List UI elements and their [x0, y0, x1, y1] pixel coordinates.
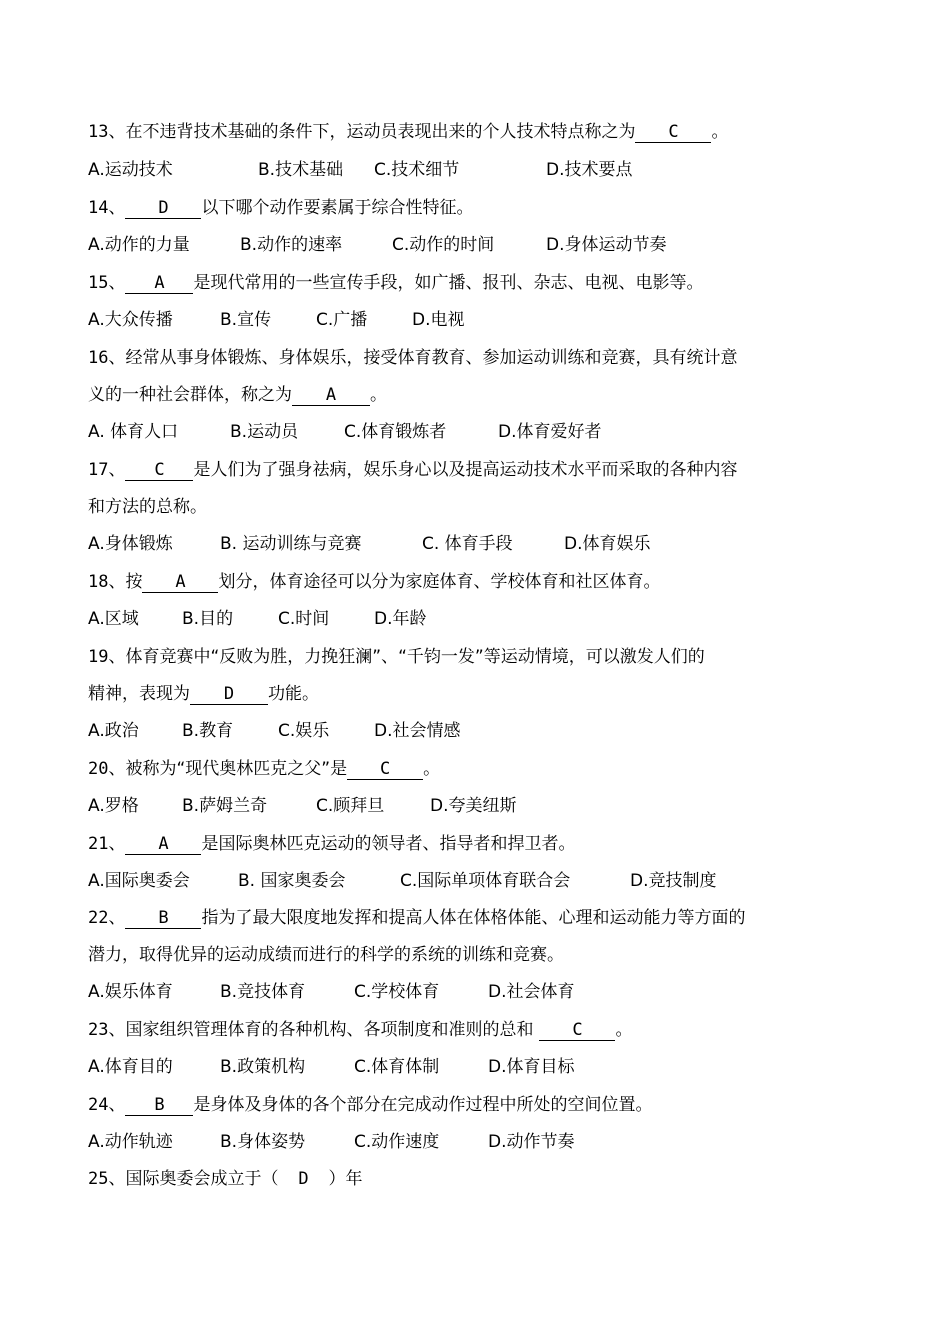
answer-blank: A [142, 572, 218, 593]
options-17 [88, 532, 651, 556]
question-text-tail: 。 [615, 1020, 633, 1040]
option-a: A.区域 [88, 609, 139, 629]
option-d: D.体育目标 [488, 1057, 575, 1077]
option-b: B.竞技体育 [220, 982, 306, 1002]
option-b: B.身体姿势 [220, 1132, 306, 1152]
answer-blank: D [190, 684, 268, 705]
option-d: D.社会情感 [374, 721, 461, 741]
question-13 [88, 120, 728, 144]
options-18 [88, 607, 427, 631]
option-b: B.萨姆兰奇 [182, 796, 268, 816]
question-text-tail: 。 [423, 759, 441, 779]
option-d: D.体育爱好者 [498, 422, 602, 442]
question-text-tail: 是国际奥林匹克运动的领导者、指导者和捍卫者。 [201, 834, 576, 854]
option-c: C.技术细节 [374, 160, 460, 180]
options-16 [88, 420, 602, 444]
question-number: 19、 [88, 647, 126, 667]
answer-blank: B [125, 1095, 193, 1116]
option-d: D.身体运动节奏 [546, 235, 667, 255]
answer-blank: C [635, 122, 711, 143]
question-number: 16、 [88, 348, 126, 368]
question-17 [88, 458, 737, 482]
option-c: C.动作的时间 [392, 235, 495, 255]
question-23 [88, 1018, 632, 1042]
option-a: A.大众传播 [88, 310, 173, 330]
option-c: C.学校体育 [354, 982, 440, 1002]
option-c: C.动作速度 [354, 1132, 440, 1152]
option-d: D.年龄 [374, 609, 427, 629]
option-a: A.国际奥委会 [88, 871, 190, 891]
option-a: A.娱乐体育 [88, 982, 173, 1002]
option-d: D.动作节奏 [488, 1132, 575, 1152]
option-b: B. 运动训练与竞赛 [220, 534, 362, 554]
question-text: 和方法的总称。 [88, 497, 207, 517]
question-number: 15、 [88, 273, 126, 293]
option-b: B.目的 [182, 609, 234, 629]
answer-blank: C [125, 460, 193, 481]
options-15 [88, 308, 465, 332]
question-text-tail: 是身体及身体的各个部分在完成动作过程中所处的空间位置。 [193, 1095, 653, 1115]
option-c: C.顾拜旦 [316, 796, 385, 816]
question-14 [88, 196, 473, 220]
answer-value: D [298, 1169, 309, 1189]
options-19 [88, 719, 461, 743]
option-b: B.教育 [182, 721, 234, 741]
option-c: C.体育锻炼者 [344, 422, 447, 442]
answer-blank: A [125, 834, 201, 855]
question-number: 24、 [88, 1095, 126, 1115]
option-d: D.体育娱乐 [564, 534, 651, 554]
question-text-tail: 划分，体育途径可以分为家庭体育、学校体育和社区体育。 [218, 572, 661, 592]
option-a: A. 体育人口 [88, 422, 179, 442]
question-text-tail: 以下哪个动作要素属于综合性特征。 [201, 198, 474, 218]
options-13 [88, 158, 633, 182]
answer-blank: A [125, 273, 193, 294]
options-14 [88, 233, 667, 257]
question-text-tail: 指为了最大限度地发挥和提高人体在体格体能、心理和运动能力等方面的 [201, 908, 746, 928]
option-a: A.动作的力量 [88, 235, 190, 255]
question-text-tail: 。 [711, 122, 729, 142]
options-24 [88, 1130, 575, 1154]
option-a: A.政治 [88, 721, 139, 741]
question-text: 按 [125, 572, 143, 592]
question-number: 18、 [88, 572, 126, 592]
answer-blank: B [125, 908, 201, 929]
question-16 [88, 346, 737, 370]
question-text-tail: 是人们为了强身祛病，娱乐身心以及提高运动技术水平而采取的各种内容 [193, 460, 738, 480]
question-text-tail: 是现代常用的一些宣传手段，如广播、报刊、杂志、电视、电影等。 [193, 273, 704, 293]
option-b: B.技术基础 [258, 160, 344, 180]
options-21 [88, 869, 717, 893]
option-a: A.体育目的 [88, 1057, 173, 1077]
question-number: 14、 [88, 198, 126, 218]
question-number: 21、 [88, 834, 126, 854]
question-number: 17、 [88, 460, 126, 480]
question-24 [88, 1093, 652, 1117]
option-b: B. 国家奥委会 [238, 871, 346, 891]
question-number: 23、 [88, 1020, 126, 1040]
option-a: A.身体锻炼 [88, 534, 173, 554]
option-a: A.动作轨迹 [88, 1132, 173, 1152]
options-23 [88, 1055, 575, 1079]
question-25 [88, 1167, 362, 1191]
option-d: D.夸美纽斯 [430, 796, 517, 816]
question-number: 25、 [88, 1169, 126, 1189]
option-b: B.政策机构 [220, 1057, 306, 1077]
question-text: 义的一种社会群体，称之为 [88, 385, 292, 405]
option-d: D.技术要点 [546, 160, 633, 180]
question-21 [88, 832, 575, 856]
question-text-tail: 。 [370, 385, 387, 405]
option-c: C. 体育手段 [422, 534, 513, 554]
question-text-tail: ）年 [328, 1169, 363, 1189]
option-d: D.电视 [412, 310, 465, 330]
option-d: D.竞技制度 [630, 871, 717, 891]
question-text: 潜力，取得优异的运动成绩而进行的科学的系统的训练和竞赛。 [88, 945, 564, 965]
question-16-line2 [88, 383, 387, 407]
option-a: A.运动技术 [88, 160, 173, 180]
question-text: 国际奥委会成立于（ [125, 1169, 279, 1189]
option-a: A.罗格 [88, 796, 139, 816]
question-number: 20、 [88, 759, 126, 779]
option-c: C.广播 [316, 310, 368, 330]
question-text-tail: 功能。 [268, 684, 319, 704]
option-b: B.运动员 [230, 422, 299, 442]
answer-blank: D [125, 198, 201, 219]
option-c: C.时间 [278, 609, 330, 629]
answer-blank: C [347, 759, 423, 780]
answer-blank: A [292, 385, 370, 406]
option-c: C.娱乐 [278, 721, 330, 741]
option-b: B.动作的速率 [240, 235, 343, 255]
question-22 [88, 906, 745, 930]
options-22 [88, 980, 575, 1004]
option-b: B.宣传 [220, 310, 272, 330]
question-number: 22、 [88, 908, 126, 928]
question-18 [88, 570, 660, 594]
question-19-line2 [88, 682, 319, 706]
answer-blank: C [539, 1020, 615, 1041]
option-c: C.国际单项体育联合会 [400, 871, 571, 891]
options-20 [88, 794, 517, 818]
question-22-line2 [88, 943, 564, 967]
option-c: C.体育体制 [354, 1057, 440, 1077]
question-15 [88, 271, 703, 295]
question-20 [88, 757, 440, 781]
question-text: 精神，表现为 [88, 684, 190, 704]
question-text: 国家组织管理体育的各种机构、各项制度和准则的总和 [125, 1020, 534, 1040]
question-text: 在不违背技术基础的条件下，运动员表现出来的个人技术特点称之为 [125, 122, 636, 142]
question-text: 体育竞赛中“反败为胜，力挽狂澜”、“千钧一发”等运动情境，可以激发人们的 [125, 647, 705, 667]
question-17-line2 [88, 495, 207, 519]
question-text: 被称为“现代奥林匹克之父”是 [125, 759, 348, 779]
question-text: 经常从事身体锻炼、身体娱乐，接受体育教育、参加运动训练和竞赛，具有统计意 [125, 348, 738, 368]
question-19 [88, 645, 705, 669]
option-d: D.社会体育 [488, 982, 575, 1002]
question-number: 13、 [88, 122, 126, 142]
